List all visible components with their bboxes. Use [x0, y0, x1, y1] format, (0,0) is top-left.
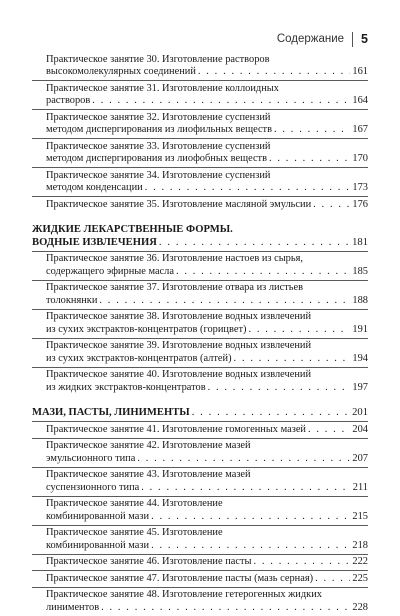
toc-entry-title: Практическое занятие 44. Изготовление — [46, 498, 223, 509]
toc-entry-title-cont: из сухих экстрактов-концентратов (горицвет) — [46, 323, 247, 335]
toc-entry-36[interactable] — [32, 252, 368, 281]
toc-entry-31[interactable] — [32, 81, 368, 110]
toc-page-number: 185 — [352, 265, 368, 277]
dot-leader — [315, 573, 350, 586]
toc-entry-title: Практическое занятие 32. Изготовление суспензий — [46, 111, 271, 123]
toc-page-number: 228 — [352, 601, 368, 613]
dot-leader — [151, 511, 350, 524]
toc-page-number: 170 — [352, 153, 368, 164]
toc-entry-46[interactable] — [32, 555, 368, 572]
toc-entry-title: Практическое занятие 41. Изготовление гомогенных мазей — [46, 423, 306, 435]
toc-entry-title-cont: линиментов — [46, 601, 100, 613]
toc-page-number: 201 — [352, 407, 368, 418]
toc-entry-43[interactable] — [32, 468, 368, 497]
toc-entry-42[interactable] — [32, 439, 368, 468]
toc-entry-title-cont: методом диспергирования из лиофобных веществ — [46, 153, 268, 164]
toc-entry-title: Практическое занятие 33. Изготовление суспензий — [46, 140, 271, 152]
dot-leader — [269, 153, 350, 166]
toc-entry-title: Практическое занятие 36. Изготовление настоев из сырья, — [46, 253, 303, 264]
dot-leader — [198, 66, 351, 79]
toc-page-number: 176 — [352, 198, 368, 210]
toc-page-number: 173 — [352, 182, 368, 193]
dot-leader — [208, 382, 351, 395]
dot-leader — [234, 353, 351, 366]
toc-entry-title: Практическое занятие 34. Изготовление суспензий — [46, 169, 271, 181]
toc-entry-title-cont: суспензионного типа — [46, 481, 140, 493]
dot-leader — [254, 556, 351, 569]
toc-page-number: 197 — [352, 381, 368, 393]
dot-leader — [145, 182, 351, 195]
toc-section-ointments[interactable] — [32, 406, 368, 423]
toc-entry-title-cont: толокнянки — [46, 294, 98, 306]
toc-entry-title-cont: из жидких экстрактов-концентратов — [46, 381, 206, 393]
dot-leader — [137, 453, 350, 466]
toc-entry-30[interactable] — [32, 52, 368, 81]
toc-entry-title: Практическое занятие 46. Изготовление пасты — [46, 556, 252, 567]
dot-leader — [92, 95, 350, 108]
toc-entry-32[interactable] — [32, 110, 368, 139]
section-title: МАЗИ, ПАСТЫ, ЛИНИМЕНТЫ — [32, 407, 190, 418]
toc-entry-title: Практическое занятие 38. Изготовление водных извлечений — [46, 311, 312, 322]
dot-leader — [159, 237, 350, 250]
toc-entry-44[interactable] — [32, 497, 368, 526]
toc-page-number: 188 — [352, 294, 368, 306]
running-header — [277, 32, 368, 47]
section-title: ЖИДКИЕ ЛЕКАРСТВЕННЫЕ ФОРМЫ. — [32, 224, 233, 235]
toc-entry-title: Практическое занятие 43. Изготовление мазей — [46, 469, 251, 480]
toc-entry-title: Практическое занятие 47. Изготовление пасты (мазь серная) — [46, 572, 314, 584]
toc-entry-48[interactable] — [32, 588, 368, 616]
toc-page-number: 207 — [352, 452, 368, 464]
toc-entry-title-cont: высокомолекулярных соединений — [46, 66, 196, 77]
toc-entry-title-cont: методом конденсации — [46, 182, 143, 193]
toc-entry-title: Практическое занятие 40. Изготовление водных извлечений — [46, 369, 312, 380]
dot-leader — [192, 407, 350, 420]
dot-leader — [151, 540, 350, 553]
toc-page-number: 204 — [352, 423, 368, 435]
toc-entry-title: Практическое занятие 35. Изготовление масляной эмульсии — [46, 198, 312, 210]
toc-page-number: 218 — [352, 539, 368, 551]
toc-entry-title: Практическое занятие 37. Изготовление отвара из листьев — [46, 282, 304, 293]
toc-page-number: 181 — [352, 236, 368, 248]
header-title: Содержание — [277, 32, 353, 47]
dot-leader — [308, 424, 350, 437]
toc-page-number: 167 — [352, 124, 368, 135]
table-of-contents — [32, 52, 368, 616]
toc-entry-title: Практическое занятие 30. Изготовление растворов — [46, 53, 270, 65]
toc-entry-39[interactable] — [32, 339, 368, 368]
toc-entry-title-cont: из сухих экстрактов-концентратов (алтей) — [46, 352, 232, 364]
toc-entry-37[interactable] — [32, 281, 368, 310]
dot-leader — [274, 124, 350, 137]
toc-page-number: 225 — [352, 572, 368, 584]
toc-page-number: 164 — [352, 95, 368, 106]
toc-entry-38[interactable] — [32, 310, 368, 339]
dot-leader — [248, 324, 350, 337]
dot-leader — [313, 199, 350, 212]
toc-entry-41[interactable] — [32, 422, 368, 439]
toc-entry-title: Практическое занятие 45. Изготовление — [46, 527, 223, 538]
toc-section-liquid-forms[interactable] — [32, 223, 368, 252]
toc-page-number: 191 — [352, 323, 368, 335]
dot-leader — [176, 266, 350, 279]
toc-entry-title-cont: методом диспергирования из лиофильных веществ — [46, 124, 273, 135]
toc-entry-title: Практическое занятие 42. Изготовление мазей — [46, 440, 251, 451]
dot-leader — [99, 295, 350, 308]
toc-entry-title-cont: эмульсионного типа — [46, 452, 136, 464]
section-title-cont: ВОДНЫЕ ИЗВЛЕЧЕНИЯ — [32, 236, 157, 248]
toc-page-number: 161 — [352, 66, 368, 77]
toc-page-number: 222 — [352, 556, 368, 567]
toc-entry-40[interactable] — [32, 368, 368, 396]
toc-page-number: 215 — [352, 510, 368, 522]
toc-entry-title: Практическое занятие 31. Изготовление коллоидных — [46, 82, 279, 94]
toc-entry-title: Практическое занятие 48. Изготовление гетерогенных жидких — [46, 589, 322, 600]
toc-entry-45[interactable] — [32, 526, 368, 555]
dot-leader — [101, 602, 350, 615]
toc-entry-title-cont: растворов — [46, 95, 91, 106]
page-number: 5 — [361, 32, 368, 46]
dot-leader — [141, 482, 351, 495]
toc-entry-title-cont: комбинированной мази — [46, 539, 150, 551]
toc-entry-33[interactable] — [32, 139, 368, 168]
toc-page-number: 194 — [352, 352, 368, 364]
toc-entry-34[interactable] — [32, 168, 368, 197]
toc-page-number: 211 — [352, 481, 368, 493]
toc-entry-title-cont: содержащего эфирные масла — [46, 265, 174, 277]
toc-entry-title: Практическое занятие 39. Изготовление водных извлечений — [46, 340, 312, 351]
toc-entry-35[interactable] — [32, 197, 368, 213]
toc-entry-47[interactable] — [32, 571, 368, 588]
toc-entry-title-cont: комбинированной мази — [46, 510, 150, 522]
